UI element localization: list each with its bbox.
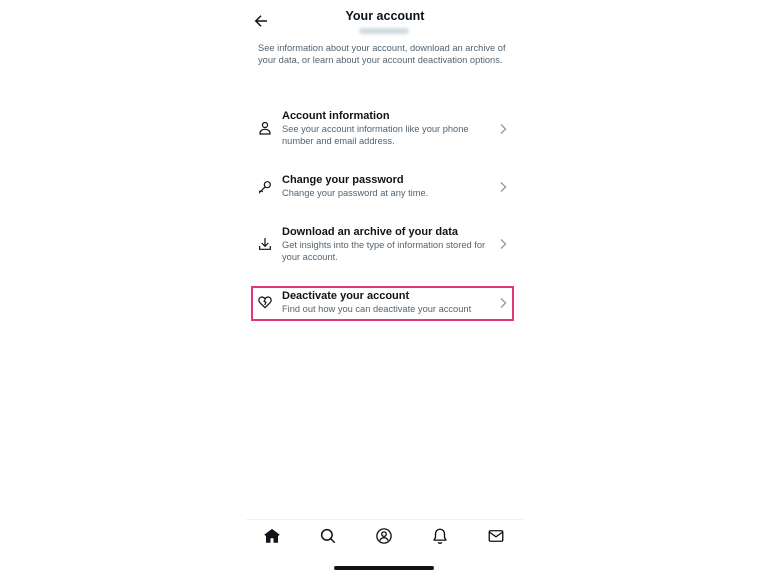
account-handle-redacted — [359, 28, 409, 34]
chevron-right-icon — [498, 123, 508, 135]
home-icon — [263, 527, 281, 545]
menu-item-title: Change your password — [282, 174, 404, 186]
home-indicator — [334, 566, 434, 570]
menu-item-account-information[interactable] — [252, 110, 516, 150]
nav-notifications-button[interactable] — [431, 527, 449, 545]
chevron-right-icon — [498, 181, 508, 193]
menu-item-title: Deactivate your account — [282, 290, 410, 302]
menu-item-description: See your account information like your phone number and email address. — [282, 124, 469, 146]
person-icon — [257, 120, 273, 136]
search-icon — [319, 527, 337, 545]
mail-icon — [487, 527, 505, 545]
nav-divider — [246, 519, 524, 520]
nav-search-button[interactable] — [319, 527, 337, 545]
menu-item-description: Get insights into the type of information stored for your account. — [282, 240, 486, 262]
key-icon — [257, 179, 273, 195]
nav-messages-button[interactable] — [487, 527, 505, 545]
spaces-icon — [375, 527, 393, 545]
menu-item-deactivate-account[interactable] — [252, 290, 516, 318]
menu-item-title: Download an archive of your data — [282, 226, 459, 238]
menu-item-change-password[interactable] — [252, 174, 516, 202]
chevron-right-icon — [498, 238, 508, 250]
menu-item-description: Find out how you can deactivate your account — [282, 304, 472, 314]
page-description: See information about your account, download an archive of your data, or learn about your account deactivation options. — [258, 43, 506, 65]
bell-icon — [431, 527, 449, 545]
menu-item-description: Change your password at any time. — [282, 188, 429, 198]
your-account-screen — [246, 0, 524, 576]
chevron-right-icon — [498, 297, 508, 309]
bottom-nav — [246, 527, 524, 547]
download-icon — [257, 236, 273, 252]
page-title: Your account — [345, 9, 425, 23]
broken-heart-icon — [257, 294, 273, 310]
menu-item-download-archive[interactable] — [252, 226, 516, 266]
menu-item-title: Account information — [282, 110, 390, 122]
nav-spaces-button[interactable] — [375, 527, 393, 545]
nav-home-button[interactable] — [263, 527, 281, 545]
